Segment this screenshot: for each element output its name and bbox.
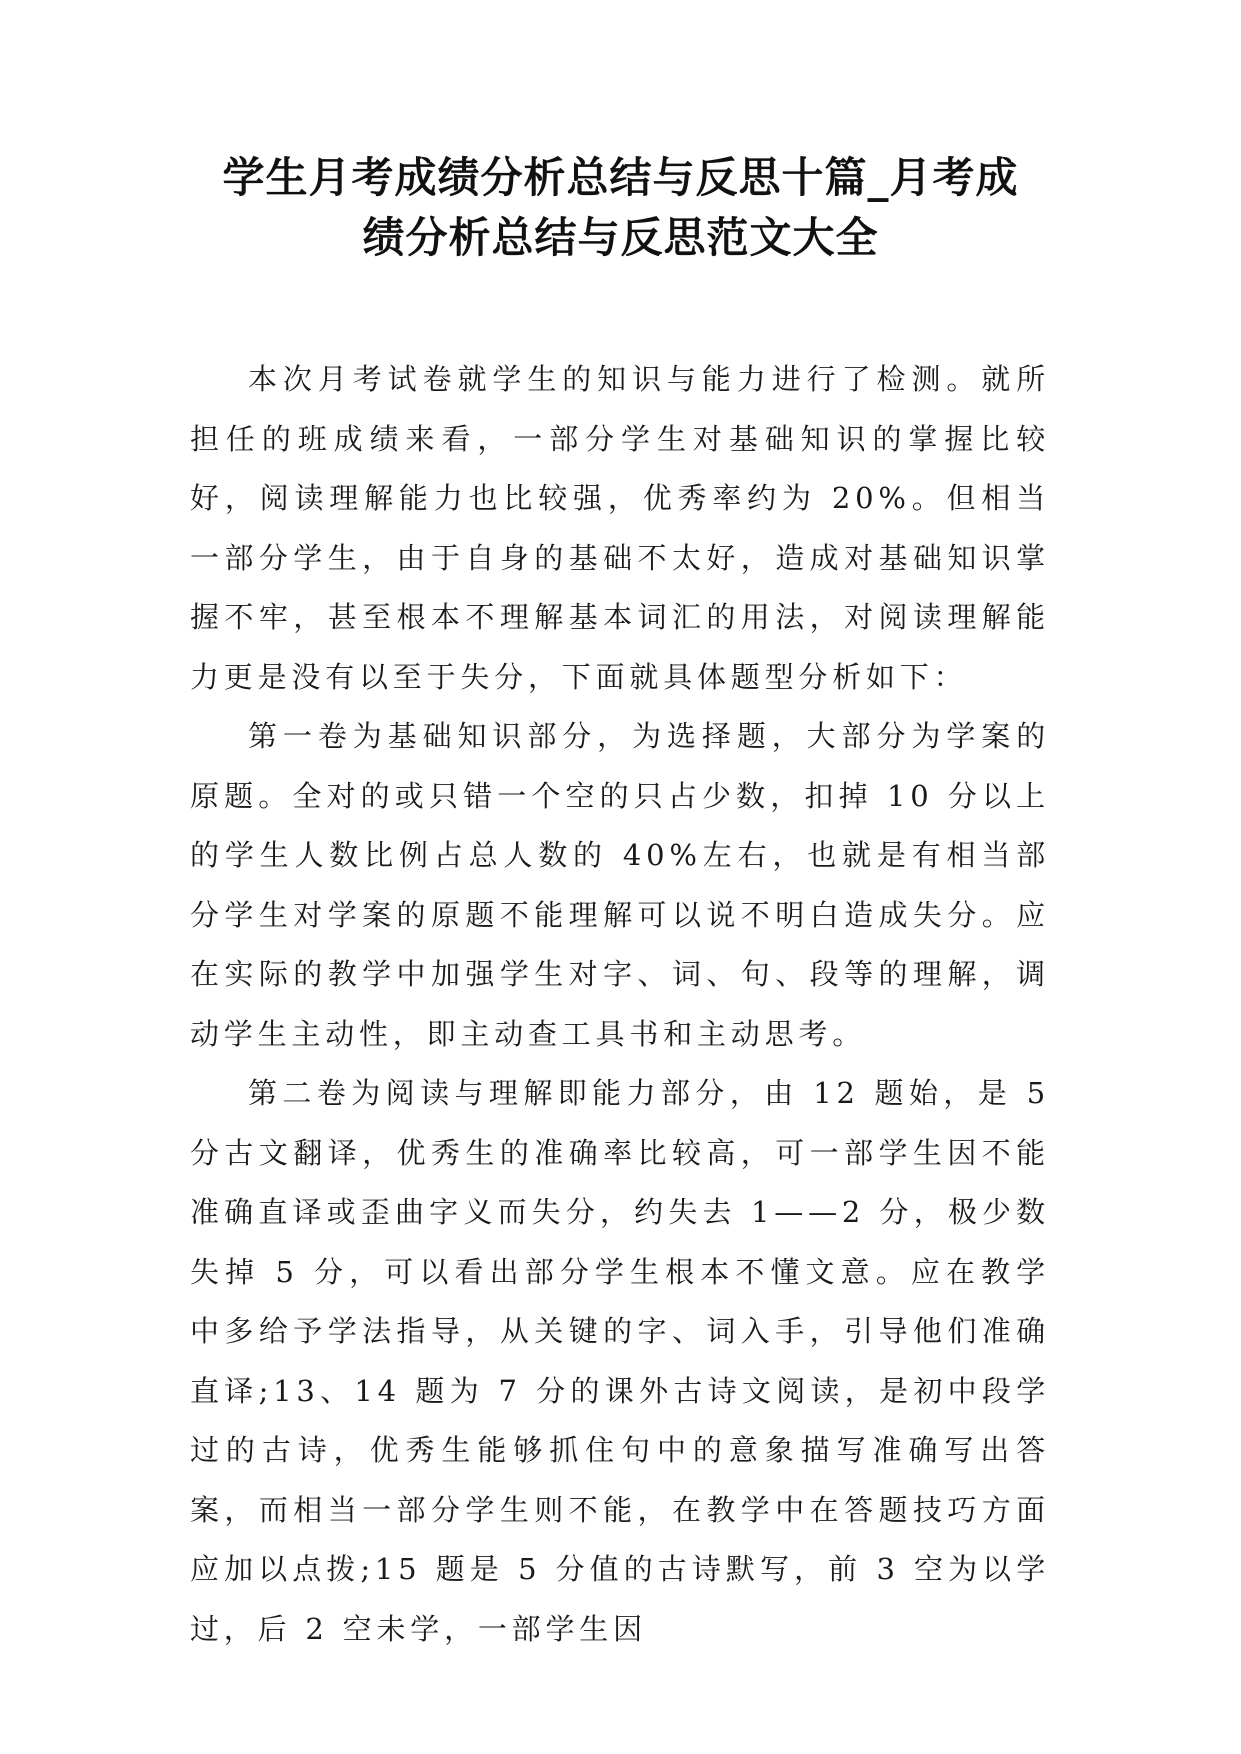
document-body bbox=[190, 350, 1050, 1659]
document-title-line-1: 学生月考成绩分析总结与反思十篇_月考成 bbox=[222, 153, 1019, 202]
document-title bbox=[150, 148, 1091, 268]
paragraph-part-two: 第二卷为阅读与理解即能力部分，由 12 题始，是 5 分古文翻译，优秀生的准确率比较高，可一部学生因不能准确直译或歪曲字义而失分，约失去 1——2 分，极少数失掉 5 分，可以看出部分学生根本不懂文意。应在教学中多给予学法指导，从关键的字、词入手，引导他们准确直译;13、14 题为 7 分的课外古诗文阅读，是初中段学过的古诗，优秀生能够抓住句中的意象描写准确写出答案，而相当一部分学生则不能，在教学中在答题技巧方面应加以点拨;15 题是 5 分值的古诗默写，前 3 空为以学过，后 2 空未学，一部学生因 bbox=[190, 1076, 1050, 1646]
paragraph-part-one: 第一卷为基础知识部分，为选择题，大部分为学案的原题。全对的或只错一个空的只占少数，扣掉 10 分以上的学生人数比例占总人数的 40%左右，也就是有相当部分学生对学案的原题不能理解可以说不明白造成失分。应在实际的教学中加强学生对字、词、句、段等的理解，调动学生主动性，即主动查工具书和主动思考。 bbox=[190, 719, 1050, 1051]
paragraph-intro: 本次月考试卷就学生的知识与能力进行了检测。就所担任的班成绩来看，一部分学生对基础知识的掌握比较好，阅读理解能力也比较强，优秀率约为 20%。但相当一部分学生，由于自身的基础不太好，造成对基础知识掌握不牢，甚至根本不理解基本词汇的用法，对阅读理解能力更是没有以至于失分，下面就具体题型分析如下： bbox=[190, 362, 1050, 694]
document-title-line-2: 绩分析总结与反思范文大全 bbox=[362, 213, 879, 262]
